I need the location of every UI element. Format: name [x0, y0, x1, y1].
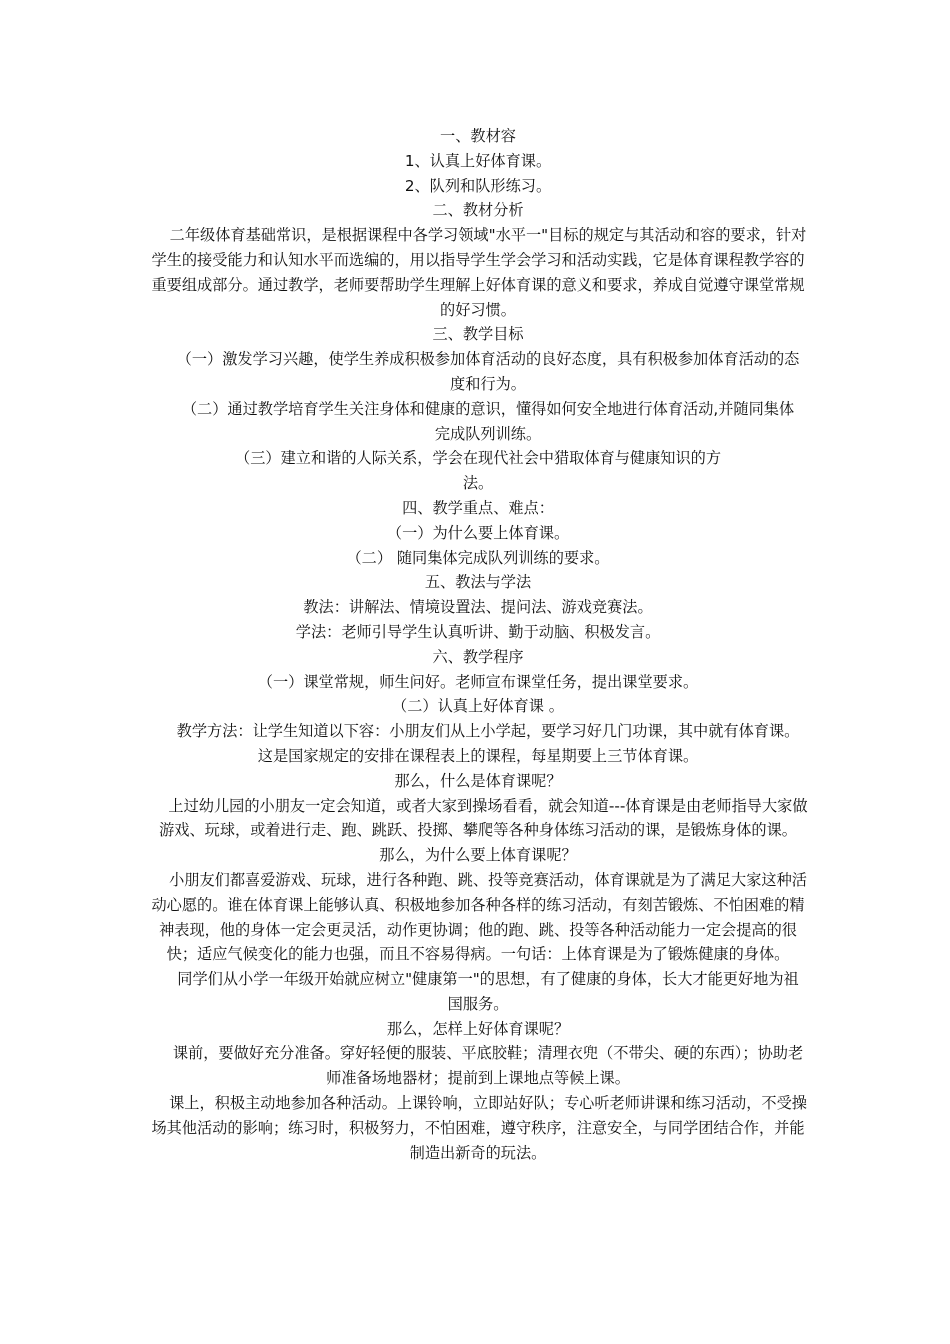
section-heading: 一、教材容: [440, 127, 516, 145]
body-paragraph: [146, 868, 810, 967]
body-paragraph: [146, 794, 810, 844]
document-body: [146, 124, 810, 1165]
body-paragraph: [146, 719, 810, 769]
section-heading: 二、教材分析: [432, 201, 524, 220]
section-heading: 三、教学目标: [432, 325, 524, 344]
content-item: 1、认真上好体育课。: [404, 151, 552, 170]
procedure-item: （二）认真上好体育课 。: [392, 697, 564, 716]
body-paragraph: [146, 1091, 810, 1165]
body-paragraph: [146, 967, 810, 1017]
paragraph-text: 同学们从小学一年级开始就应树立"健康第一"的思想，有了健康的身体，长大才能更好地为祖国服务。: [177, 970, 799, 1013]
question-line: 那么，什么是体育课呢？: [394, 771, 562, 790]
method-item: 学法：老师引导学生认真听讲、勤于动脑、积极发言。: [295, 622, 661, 641]
question-line: 那么，怎样上好体育课呢？: [386, 1019, 570, 1038]
key-point-item: （一）为什么要上体育课。: [386, 523, 570, 542]
question-line: 那么，为什么要上体育课呢？: [379, 846, 577, 865]
paragraph-text: 课前，要做好充分准备。穿好轻便的服装、平底胶鞋；清理衣兜（不带尖、硬的东西）；协助老师准备场地器材；提前到上课地点等候上课。: [172, 1044, 804, 1088]
objective-item: （二）通过教学培育学生关注身体和健康的意识，懂得如何安全地进行体育活动,并随同集体完成队列训练。: [181, 399, 795, 443]
objective-item: （三）建立和谐的人际关系，学会在现代社会中猎取体育与健康知识的方: [235, 449, 721, 468]
key-point-item: （二） 随同集体完成队列训练的要求。: [346, 548, 610, 567]
paragraph-text: 小朋友们都喜爱游戏、玩球，进行各种跑、跳、投等竞赛活动，体育课就是为了满足大家这种活动心愿的。谁在体育课上能够认真、积极地参加各种各样的练习活动，有刻苦锻炼、不怕困难的精神表现，他的身体一定会更灵活，动作更协调；他的跑、跳、投等各种活动能力一定会提高的很快；适应气候变化的能力也强，而且不容易得病。一句话：上体育课是为了锻炼健康的身体。: [151, 870, 807, 964]
section-heading: 四、教学重点、难点：: [402, 498, 554, 517]
paragraph-text: 教学方法：让学生知道以下容：小朋友们从上小学起，要学习好几门功课，其中就有体育课。这是国家规定的安排在课程表上的课程，每星期要上三节体育课。: [176, 722, 800, 765]
body-paragraph: [146, 1041, 810, 1091]
content-item: 2、队列和队形练习。: [404, 176, 552, 195]
paragraph-text: 上过幼儿园的小朋友一定会知道，或者大家到操场看看，就会知道---体育课是由老师指导大家做游戏、玩球，或着进行走、跑、跳跃、投掷、攀爬等各种身体练习活动的课，是锻炼身体的课。: [159, 796, 808, 840]
method-item: 教法：讲解法、情境设置法、提问法、游戏竞赛法。: [303, 598, 653, 617]
objective-item: （一）激发学习兴趣，使学生养成积极参加体育活动的良好态度，具有积极参加体育活动的态度和行为。: [176, 350, 800, 393]
procedure-item: （一）课堂常规，师生问好。老师宣布课堂任务，提出课堂要求。: [257, 672, 699, 691]
paragraph-text: 课上，积极主动地参加各种活动。上课铃响，立即站好队；专心听老师讲课和练习活动，不受操场其他活动的影响；练习时，积极努力，不怕困难，遵守秩序，注意安全，与同学团结合作，并能制造出新奇的玩法。: [151, 1094, 807, 1162]
paragraph-text: 二年级体育基础常识，是根据课程中各学习领域"水平一"目标的规定与其活动和容的要求，针对学生的接受能力和认知水平而选编的，用以指导学生学会学习和活动实践，它是体育课程教学容的重要组成部分。通过教学，老师要帮助学生理解上好体育课的意义和要求，养成自觉遵守课堂常规的好习惯。: [151, 226, 807, 319]
section-heading: 五、教法与学法: [424, 573, 532, 592]
body-paragraph: [146, 223, 810, 322]
objective-item-continuation: 法。: [462, 474, 494, 493]
section-heading: 六、教学程序: [432, 647, 524, 666]
